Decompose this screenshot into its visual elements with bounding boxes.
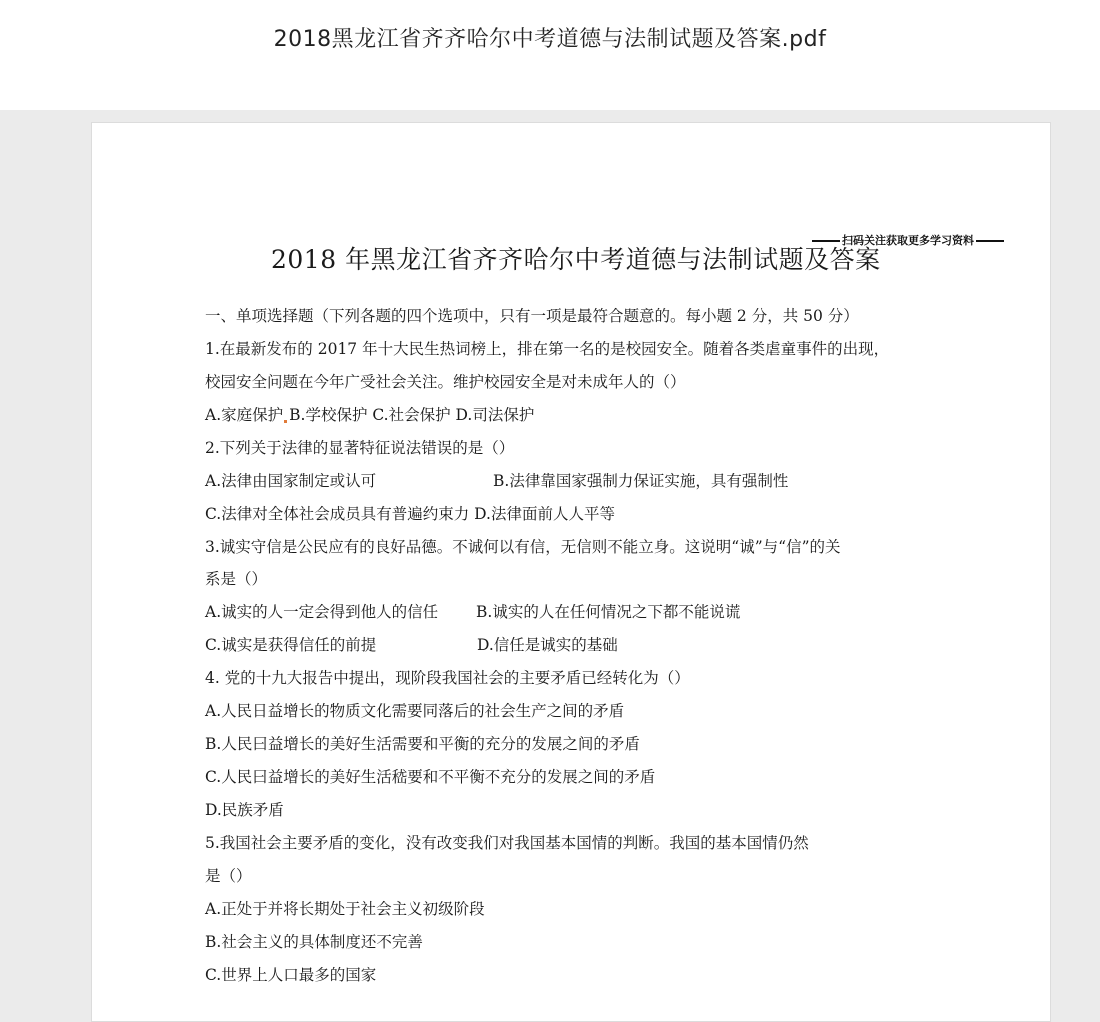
q2-option-b: B.法律靠国家强制力保证实施，具有强制性 <box>493 472 789 490</box>
q4-option-a: A.人民日益增长的物质文化需要同落后的社会生产之间的矛盾 <box>205 702 625 720</box>
q2-stem: 2.下列关于法律的显著特征说法错误的是（） <box>205 439 515 457</box>
q3-option-b: B.诚实的人在任何情况之下都不能说谎 <box>476 603 741 621</box>
q1-stem-line1: 1.在最新发布的 2017 年十大民生热词榜上，排在第一名的是校园安全。随着各类虐童事件的出现， <box>205 340 890 358</box>
q4-option-d: D.民族矛盾 <box>205 801 284 819</box>
section-heading: 一、单项选择题（下列各题的四个选项中，只有一项是最符合题意的。每小题 2 分，共 50 分） <box>205 307 859 325</box>
document-title: 2018 年黑龙江省齐齐哈尔中考道德与法制试题及答案 <box>271 245 881 274</box>
q3-option-a: A.诚实的人一定会得到他人的信任 <box>205 603 439 621</box>
q5-option-c: C.世界上人口最多的国家 <box>205 966 377 984</box>
q2-option-a: A.法律由国家制定或认可 <box>205 472 377 490</box>
q1-stem-line2: 校园安全问题在今年广受社会关注。维护校园安全是对未成年人的（） <box>205 373 686 391</box>
watermark-text: 扫码关注获取更多学习资料 <box>842 234 974 247</box>
q2-option-cd: C.法律对全体社会成员具有普遍约束力 D.法律面前人人平等 <box>205 505 615 523</box>
q3-stem-line2: 系是（） <box>205 570 268 588</box>
q1-options <box>205 405 534 425</box>
q1-option-a: A.家庭保护 <box>205 406 284 424</box>
file-header <box>0 0 1100 110</box>
q4-option-c: C.人民曰益增长的美好生活嵇要和不平衡不充分的发展之间的矛盾 <box>205 768 656 786</box>
q5-stem-line2: 是（） <box>205 867 252 885</box>
q4-stem: 4. 党的十九大报告中提出，现阶段我国社会的主要矛盾已经转化为（） <box>205 669 690 687</box>
stray-mark <box>284 420 287 423</box>
q1-options-rest: B.学校保护 C.社会保护 D.司法保护 <box>289 406 535 424</box>
q4-option-b: B.人民曰益增长的美好生活需要和平衡的充分的发展之间的矛盾 <box>205 735 640 753</box>
q3-option-c: C.诚实是获得信任的前提 <box>205 636 377 654</box>
file-title: 2018黑龙江省齐齐哈尔中考道德与法制试题及答案.pdf <box>273 27 827 52</box>
q5-option-b: B.社会主义的具体制度还不完善 <box>205 933 423 951</box>
q5-stem-line1: 5.我国社会主要矛盾的变化，没有改变我们对我国基本国情的判断。我国的基本国情仍然 <box>205 834 809 852</box>
q3-option-d: D.信任是诚实的基础 <box>477 636 618 654</box>
q3-stem-line1: 3.诚实守信是公民应有的良好品德。不诚何以有信，无信则不能立身。这说明“诚”与“信”的关 <box>205 538 841 556</box>
q5-option-a: A.正处于并将长期处于社会主义初级阶段 <box>205 900 485 918</box>
watermark-dash-right <box>976 240 1004 242</box>
